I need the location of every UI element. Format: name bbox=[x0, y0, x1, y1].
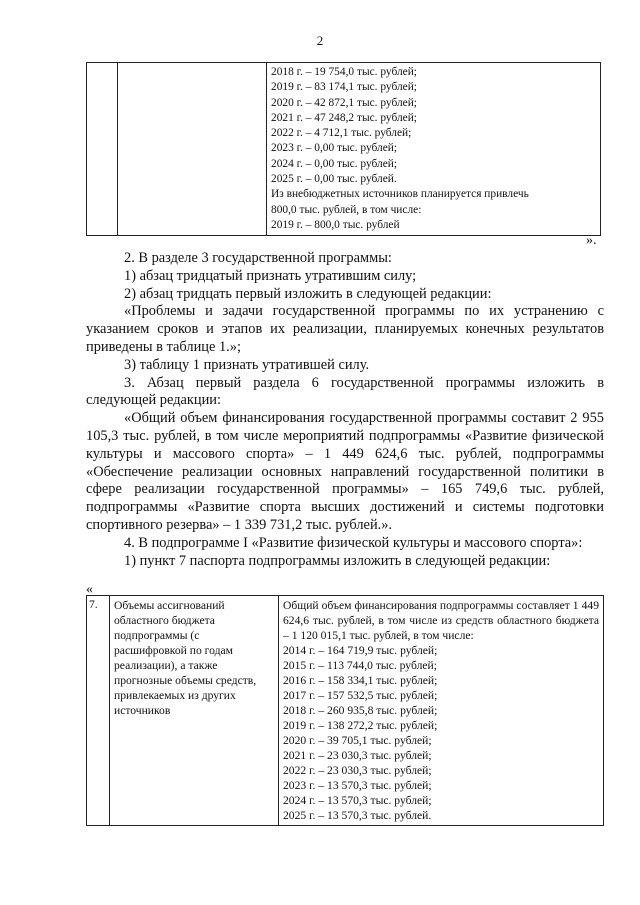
closing-quote: ». bbox=[586, 233, 597, 248]
amount-line: 2019 г. – 83 174,1 тыс. рублей; bbox=[271, 81, 417, 94]
amount-line: Из внебюджетных источников планируется привлечь bbox=[271, 188, 529, 201]
year-amount: 2022 г. – 23 030,3 тыс. рублей; bbox=[283, 764, 432, 777]
passport-table bbox=[86, 595, 604, 826]
paragraph: 2. В разделе 3 государственной программы: bbox=[124, 250, 392, 266]
amount-line: 2018 г. – 19 754,0 тыс. рублей; bbox=[271, 66, 417, 78]
year-amount: 2017 г. – 157 532,5 тыс. рублей; bbox=[283, 689, 438, 702]
amount-line: 2023 г. – 0,00 тыс. рублей; bbox=[271, 142, 398, 155]
row-number: 7. bbox=[87, 596, 110, 826]
paragraph: 4. В подпрограмме I «Развитие физической культуры и массового спорта»: bbox=[124, 534, 583, 551]
amount-line: 2019 г. – 800,0 тыс. рублей bbox=[271, 218, 400, 231]
year-amount: 2023 г. – 13 570,3 тыс. рублей; bbox=[283, 779, 432, 792]
row-value bbox=[279, 596, 604, 826]
paragraph: 1) абзац тридцатый признать утратившим силу; bbox=[124, 267, 417, 284]
amount-line: 2025 г. – 0,00 тыс. рублей. bbox=[271, 173, 397, 186]
year-amount: 2016 г. – 158 334,1 тыс. рублей; bbox=[283, 674, 438, 687]
paragraph: «Общий объем финансирования государственной программы составит 2 955 105,3 тыс. рублей, в том числе мероприятий подпрограммы «Развитие физической культуры и массового спорта» – 1 449 624,6 тыс. рублей, подпрограммы «Обеспечение реализации основных направлений государственной политики в сфере реализации государственной программы» – 165 749,6 тыс. рублей, подпрограммы «Развитие спорта высших достижений и системы подготовки спортивного резерва» – 1 339 731,2 тыс. рублей.». bbox=[86, 410, 604, 533]
year-amount: 2018 г. – 260 935,8 тыс. рублей; bbox=[283, 704, 438, 717]
table-cell-amounts bbox=[267, 63, 601, 236]
financing-table-continuation bbox=[86, 62, 601, 236]
paragraph: «Проблемы и задачи государственной программы по их устранению с указанием сроков и этапов их реализации, планируемых конечных результатов приведены в таблице 1.»; bbox=[86, 303, 604, 355]
table-cell-number bbox=[87, 63, 118, 236]
financing-intro: Общий объем финансирования подпрограммы составляет 1 449 624,6 тыс. рублей, в том числе из средств областного бюджета – 1 120 015,1 тыс. рублей, в том числе: bbox=[283, 599, 599, 642]
table-cell-label bbox=[118, 63, 267, 236]
paragraph: 1) пункт 7 паспорта подпрограммы изложить в следующей редакции: bbox=[124, 552, 551, 569]
amount-line: 2020 г. – 42 872,1 тыс. рублей; bbox=[271, 96, 417, 109]
row-label: Объемы ассигнований областного бюджета подпрограммы (с расшифровкой по годам реализации), а также прогнозные объемы средств, привлекаемых из других источников bbox=[110, 596, 279, 826]
year-amount: 2021 г. – 23 030,3 тыс. рублей; bbox=[283, 749, 432, 762]
opening-quote: « bbox=[86, 582, 93, 597]
amount-line: 2022 г. – 4 712,1 тыс. рублей; bbox=[271, 127, 412, 140]
paragraph: 3. Абзац первый раздела 6 государственной программы изложить в следующей редакции: bbox=[86, 374, 604, 409]
year-amount: 2019 г. – 138 272,2 тыс. рублей; bbox=[283, 719, 438, 732]
paragraph: 2) абзац тридцать первый изложить в следующей редакции: bbox=[124, 285, 492, 302]
amount-line: 2021 г. – 47 248,2 тыс. рублей; bbox=[271, 111, 417, 124]
document-body bbox=[86, 250, 604, 570]
year-amount: 2024 г. – 13 570,3 тыс. рублей; bbox=[283, 794, 432, 807]
year-amount: 2025 г. – 13 570,3 тыс. рублей. bbox=[283, 809, 432, 822]
amount-line: 800,0 тыс. рублей, в том числе: bbox=[271, 203, 422, 216]
amount-line: 2024 г. – 0,00 тыс. рублей; bbox=[271, 157, 398, 170]
paragraph: 3) таблицу 1 признать утратившей силу. bbox=[124, 356, 370, 373]
year-amount: 2020 г. – 39 705,1 тыс. рублей; bbox=[283, 734, 432, 747]
year-amount: 2014 г. – 164 719,9 тыс. рублей; bbox=[283, 644, 438, 657]
page-number: 2 bbox=[316, 33, 324, 48]
year-amount: 2015 г. – 113 744,0 тыс. рублей; bbox=[283, 659, 437, 672]
